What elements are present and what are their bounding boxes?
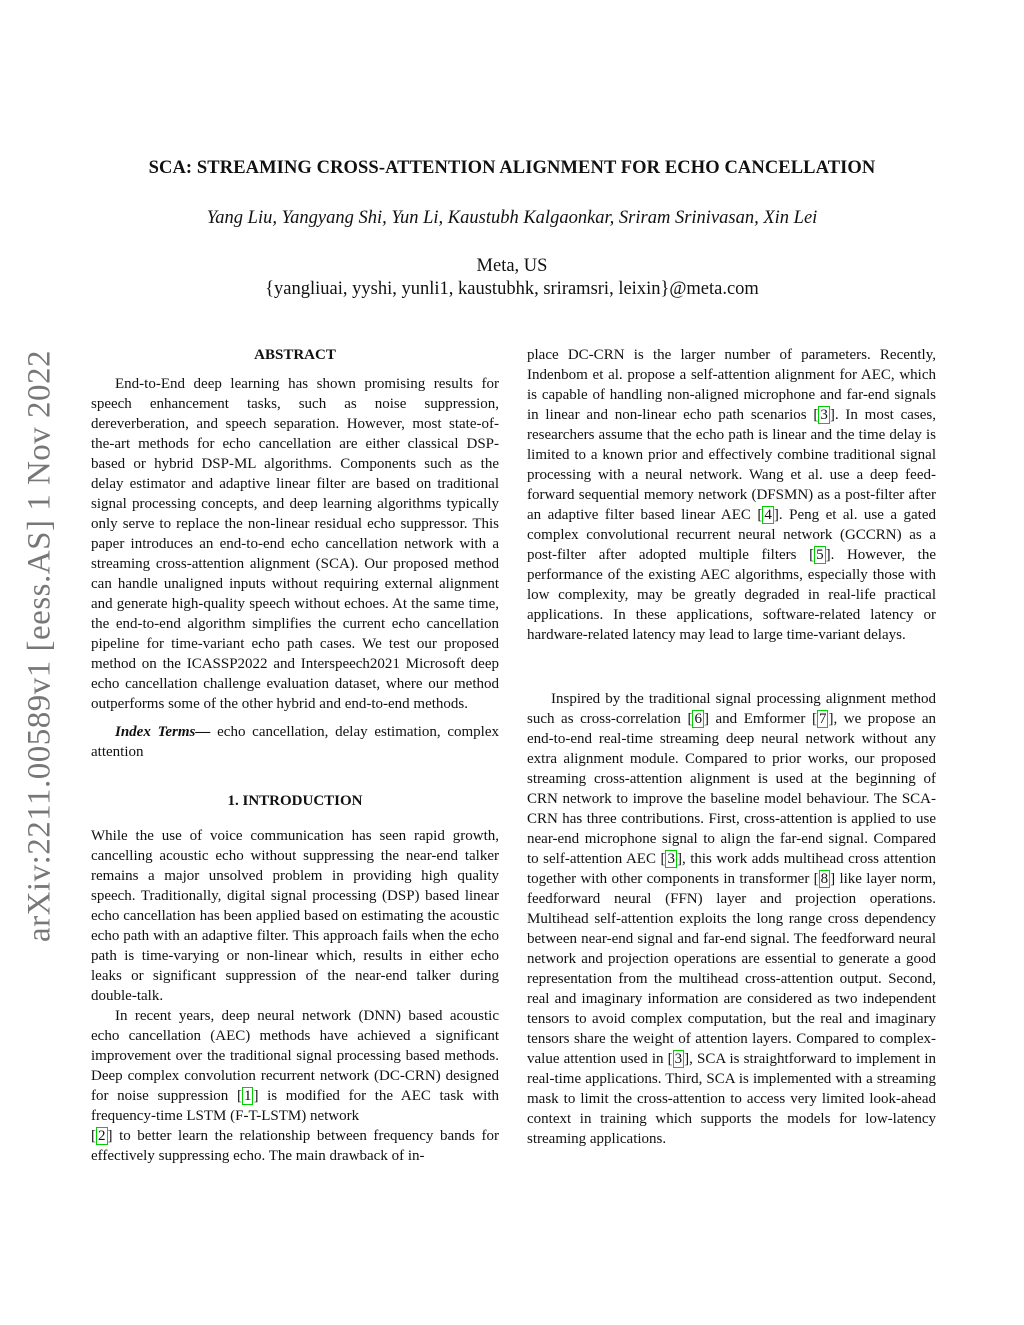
- paragraph-text: , we propose an end-to-end real-time streaming deep neural network without any extra alignment module. Compared to prior works, our proposed streaming cross-attention alignment is used at the beginning of CRN network to improve the baseline model behaviour. The SCA-CRN has three contributions. First, cross-attention is applied to use near-end microphone signal to align the far-end signal. Compared to self-attention AEC: [527, 711, 936, 867]
- paragraph-text: and Emformer: [708, 711, 812, 727]
- index-terms: [91, 722, 499, 762]
- citation-link-3[interactable]: 3: [820, 407, 828, 423]
- paragraph-text: In recent years, deep neural network (DNN) based acoustic echo cancellation (AEC) methods have achieved a significant improvement over the traditional signal processing based methods. Deep complex convolution recurrent network (DC-CRN) designed for noise suppression: [91, 1008, 499, 1104]
- paper-title: SCA: STREAMING CROSS-ATTENTION ALIGNMENT FOR ECHO CANCELLATION: [148, 158, 876, 178]
- citation-link-2[interactable]: 2: [98, 1128, 106, 1144]
- index-terms-label: Index Terms—: [115, 724, 211, 740]
- intro-paragraph-2: In recent years, deep neural network (DNN) based acoustic echo cancellation (AEC) methods have achieved a significant improvement over the traditional signal processing based methods. Deep complex convolution recurrent network (DC-CRN) designed for noise suppression [ 1 ] is modified for the AEC task with frequency-time LSTM (F-T-LSTM) network [ 2 ] to better learn the relationship between frequency bands for effectively suppressing echo. The main drawback of in-: [91, 1008, 499, 1164]
- arxiv-sidebar: [8, 346, 72, 946]
- author-list: Yang Liu, Yangyang Shi, Yun Li, Kaustubh Kalgaonkar, Sriram Srinivasan, Xin Lei: [206, 208, 818, 228]
- intro-paragraph-4: Inspired by the traditional signal processing alignment method such as cross-correlation [ 6 ] and Emformer [ 7 ], we propose an end-to-end real-time streaming deep neural network without any extra alignment module. Compared to prior works, our proposed streaming cross-attention alignment is used at the beginning of CRN network to improve the baseline model behaviour. The SCA-CRN has three contributions. First, cross-attention is applied to use near-end microphone signal to align the far-end signal. Compared to self-attention AEC [ 3 ], this work adds multihead cross attention together with other components in transformer [ 8 ] like layer norm, feedforward neural (FFN) layer and projection operations. Multihead self-attention exploits the long range cross dependency between near-end signal and far-end signal. The feedforward neural network and projection operations are essential to generate a good representation from the multihead cross-attention output. Second, real and imaginary information are considered as two independent tensors to avoid complex computation, but the real and imaginary tensors share the weight of attention layers. Compared to complex-value attention used in [ 3 ], SCA is straightforward to implement in real-time applications. Third, SCA is implemented with a streaming mask to limit the cross-attention to access very limited look-ahead context in training which supports the models for low-latency streaming applications.: [527, 691, 936, 1147]
- left-column: [91, 345, 499, 1166]
- paragraph-text: like layer norm, feedforward neural (FFN) layer and projection operations. Multihead self-attention exploits the long range cross dependency between near-end signal and far-end signal. The feedforward neural network and projection operations are essential to generate a good representation from the multihead cross-attention output. Second, real and imaginary information are considered as two independent tensors to avoid complex computation, but the real and imaginary tensors share the weight of attention layers. Compared to complex-value attention used in: [527, 871, 936, 1067]
- citation-link-8[interactable]: 8: [820, 871, 829, 887]
- citation-link-3[interactable]: 3: [667, 851, 675, 867]
- citation-link-5[interactable]: 5: [816, 547, 824, 563]
- citation-link-6[interactable]: 6: [694, 711, 702, 727]
- email-list: {yangliuai, yyshi, yunli1, kaustubhk, sriramsri, leixin}@meta.com: [265, 279, 759, 299]
- citation-link-3[interactable]: 3: [674, 1051, 683, 1067]
- right-column: [527, 345, 936, 1149]
- paragraph-text: is modified for the AEC task with frequency-time LSTM (F-T-LSTM) network: [91, 1088, 499, 1124]
- paragraph-text: Inspired by the traditional signal processing alignment method such as cross-correlation: [527, 691, 936, 727]
- paragraph-text: to better learn the relationship between frequency bands for effectively suppressing echo. The main drawback of in-: [91, 1128, 499, 1164]
- citation-link-7[interactable]: 7: [818, 711, 827, 727]
- paragraph-text: , this work adds multihead cross attention together with other components in transformer: [527, 851, 936, 887]
- abstract-text: End-to-End deep learning has shown promising results for speech enhancement tasks, such as noise suppression, dereverberation, and speech separation. However, most state-of-the-art methods for echo cancellation are either classical DSP-based or hybrid DSP-ML algorithms. Components such as the delay estimator and adaptive linear filter are based on traditional signal processing concepts, and deep learning algorithms typically only serve to replace the non-linear residual echo suppressor. This paper introduces an end-to-end echo cancellation network with a streaming cross-attention alignment (SCA). Our proposed method can handle unaligned inputs without requiring external alignment and generate high-quality speech without echoes. At the same time, the end-to-end algorithm simplifies the current echo cancellation pipeline for time-variant echo path cases. We test our proposed method on the ICASSP2022 and Interspeech2021 Microsoft deep echo cancellation challenge evaluation dataset, where our method outperforms some of the other hybrid and end-to-end methods.: [91, 376, 499, 712]
- paragraph-text: , SCA is straightforward to implement in real-time applications. Third, SCA is implemented with a streaming mask to limit the cross-attention to access very limited look-ahead context in training which supports the models for low-latency streaming applications.: [527, 1051, 936, 1147]
- index-terms-text: echo cancellation, delay estimation, complex attention: [91, 724, 500, 760]
- paragraph-text: . Peng et al. use a gated complex convolutional recurrent neural network (GCCRN) as a post-filter after adopted multiple filters: [527, 507, 936, 563]
- paragraph-text: . However, the performance of the existing AEC algorithms, especially those with low complexity, may be greatly degraded in real-life practical applications. In these applications, software-related latency or hardware-related latency may lead to large time-variant delays.: [527, 547, 936, 643]
- citation-link-4[interactable]: 4: [764, 507, 772, 523]
- affiliation: Meta, US: [476, 256, 548, 276]
- intro-paragraph-3: place DC-CRN is the larger number of parameters. Recently, Indenbom et al. propose a self-attention alignment for AEC, which is capable of handling non-aligned microphone and far-end signals in linear and non-linear echo path scenarios [ 3 ]. In most cases, researchers assume that the echo path is linear and the time delay is limited to a known prior and effectively combine traditional signal processing with a neural network. Wang et al. use a deep feed-forward sequential memory network (DFSMN) as a post-filter after an adaptive filter based linear AEC [ 4 ]. Peng et al. use a gated complex convolutional recurrent neural network (GCCRN) as a post-filter after adopted multiple filters [ 5 ]. However, the performance of the existing AEC algorithms, especially those with low complexity, may be greatly degraded in real-life practical applications. In these applications, software-related latency or hardware-related latency may lead to large time-variant delays.: [527, 347, 936, 643]
- intro-paragraph-1: While the use of voice communication has seen rapid growth, cancelling acoustic echo without suppressing the near-end talker remains a major unsolved problem in providing high quality speech. Traditionally, digital signal processing (DSP) based linear echo cancellation has been applied based on estimating the acoustic echo path with an adaptive filter. This approach fails when the echo path is time-varying or non-linear which, results in either echo leaks or significant suppression of the near-end talker during double-talk.: [91, 828, 499, 1004]
- abstract-heading: ABSTRACT: [254, 347, 336, 363]
- citation-link-1[interactable]: 1: [243, 1088, 252, 1104]
- introduction-heading: 1. INTRODUCTION: [227, 793, 363, 809]
- paragraph-text: . In most cases, researchers assume that the echo path is linear and the time delay is limited to a known prior and effectively combine traditional signal processing with a neural network. Wang et al. use a deep feed-forward sequential memory network (DFSMN) as a post-filter after an adaptive filter based linear AEC: [527, 407, 936, 523]
- arxiv-identifier: arXiv:2211.00589v1 [eess.AS] 1 Nov 2022: [21, 349, 58, 943]
- paragraph-text: place DC-CRN is the larger number of parameters. Recently, Indenbom et al. propose a self-attention alignment for AEC, which is capable of handling non-aligned microphone and far-end signals in linear and non-linear echo path scenarios: [527, 347, 936, 423]
